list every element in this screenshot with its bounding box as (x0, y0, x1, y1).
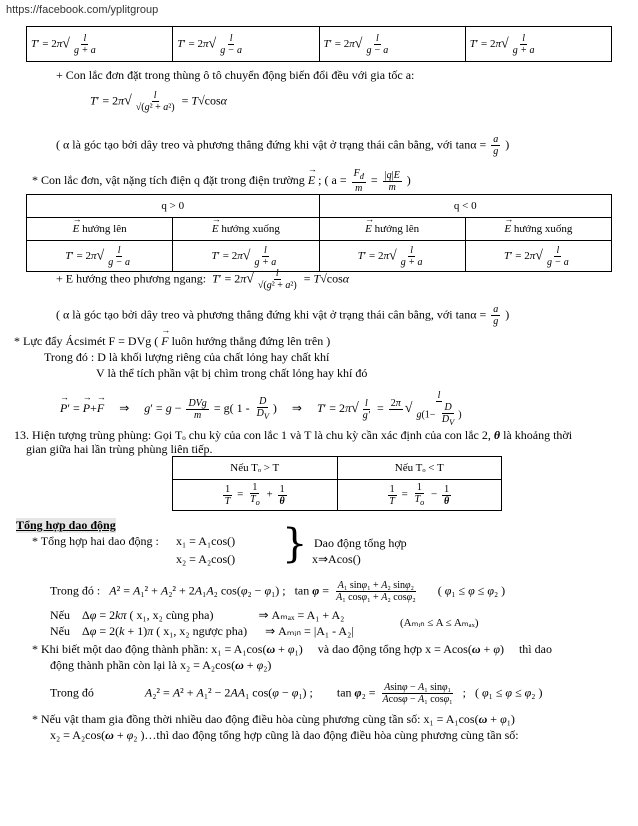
anti-phase-case: Nếu Δφ = 2(k + 1)π ( x₁, x₂ ngược pha) ⇒ Aₘᵢₙ = |A₁ - A₂| (50, 624, 354, 638)
remaining-formula: Trong đó A₂² = A² + A₁² − 2AA₁ cos(φ − φ₁) ; tan φ₂ = $\frac{\text{Asinφ − A₁ sinφ₁}}{\text{Acosφ − A₁ cosφ₁}}$ ; ( φ₁ ≤ φ ≤ φ₂ ) (50, 682, 543, 705)
case-to-greater: Nếu Tₒ > T (173, 457, 338, 480)
formula-car: T′ = 2π√ $\frac{l}{\text{√(g² + a²)}}$ = T√cosα (90, 90, 227, 113)
formula-archimedes: → P′ = → P+→ F ⇒ g′ = g − $\frac{\text{DVg}}{m}$ = g( 1 - $\frac{D}{D_V}$ ) ⇒ T′ = 2π√ $\frac{l}{g'}$ = 2π √ l g(1− $\frac{D}{D_V}$ ) (60, 390, 466, 428)
resultant-eq: x⇒Acos() (312, 552, 361, 566)
section-title: Tổng hợp dao động (16, 518, 116, 532)
source-url: https://facebook.com/yplitgroup (6, 4, 159, 16)
line-two-osc: * Tổng hợp hai dao động : (32, 534, 159, 548)
in-phase-case: Nếu Δφ = 2kπ ( x₁, x₂ cùng pha) ⇒ Aₘₐₓ = A₁ + A₂ (50, 608, 345, 622)
amplitude-range: (Aₘᵢₙ ≤ A ≤ Aₘₐₓ) (400, 617, 479, 629)
x1-def: x₁ = A₁cos() (176, 534, 236, 548)
q-positive-header: q > 0 (27, 195, 320, 218)
line-charge: * Con lắc đơn, vật nặng tích điện q đặt trong điện trường → E ; ( a = $\frac{F_đ}{m}$ = $\frac{|q|E}{m}$ ) (32, 168, 411, 194)
multiple-osc-2: x₂ = A₂cos(ω + φ₂ )…thì dao động tổng hợp cũng là dao động điều hòa cùng phương cùng tần số: (50, 728, 519, 742)
right-brace-icon: } (282, 521, 308, 567)
line-alpha-1: ( α là góc tạo bởi dây treo và phương thẳng đứng khi vật ở trạng thái cân bằng, với tanα = $\frac{a}{g}$ ) (56, 134, 510, 157)
charge-table: q > 0 q < 0 → E hướng lên → E hướng xuống → E hướng lên → E hướng xuống T′ = 2π√ $\frac{l}{g - a}$ T′ = 2π√ $\frac{l}{g + a}$ T′ = 2π√ $\frac{l}{g + a}$ T′ = 2π√ $\frac{l}{g - a}$ (26, 194, 612, 272)
line-horizontal-field: + E hướng theo phương ngang: T′ = 2π√ $\frac{l}{\text{√(g² + a²)}}$ = T√cosα (56, 268, 350, 291)
remaining-component: động thành phần còn lại là x₂ = A₂cos(ω + φ₂) (50, 658, 272, 672)
resultant-label: Dao động tổng hợp (314, 536, 407, 550)
line-coincidence-2: gian giữa hai lần trùng phùng liên tiếp. (26, 442, 213, 456)
q-negative-header: q < 0 (319, 195, 612, 218)
line-coincidence: 13. Hiện tượng trùng phùng: Gọi Tₒ chu kỳ của con lắc 1 và T là chu kỳ cần xác định của con lắc 2, θ là khoảng thời (14, 428, 573, 442)
line-archimedes: * Lực đẩy Ácsimét F = DVg ( → F luôn hướng thẳng đứng lên trên ) (14, 334, 330, 349)
known-component: * Khi biết một dao động thành phần: x₁ = A₁cos(ω + φ₁) và dao động tổng hợp x = Acos(ω + φ) thì dao (32, 642, 552, 656)
line-car: + Con lắc đơn đặt trong thùng ô tô chuyển động biến đổi đều với gia tốc a: (56, 68, 415, 82)
top-formula-table: T′ = 2π√ $\frac{l}{g + a}$ T′ = 2π√ $\frac{l}{g - a}$ T′ = 2π√ $\frac{l}{g - a}$ T′ = 2π√ $\frac{l}{g + a}$ (26, 26, 612, 62)
amplitude-formula: Trong đó : A² = A₁² + A₂² + 2A₁A₂ cos(φ₂ − φ₁) ; tan φ = $\frac{\text{A₁ sinφ₁ + A₂ sinφ₂}}{\text{A₁ cosφ₁ + A₂ cosφ₂}}$ ( φ₁ ≤ φ ≤ φ₂ ) (50, 580, 506, 603)
line-where-v: V là thể tích phần vật bị chìm trong chất lỏng hay khí đó (96, 366, 368, 380)
line-alpha-2: ( α là góc tạo bởi dây treo và phương thẳng đứng khi vật ở trạng thái cân bằng, với tanα = $\frac{a}{g}$ ) (56, 304, 510, 327)
multiple-osc: * Nếu vật tham gia đồng thời nhiều dao động điều hòa cùng phương cùng tần số: x₁ = A₁cos(ω + φ₁) (32, 712, 515, 726)
case-to-less: Nếu Tₒ < T (337, 457, 502, 480)
x2-def: x₂ = A₂cos() (176, 552, 236, 566)
coincidence-table: Nếu Tₒ > T Nếu Tₒ < T $\frac{1}{T}$ = $\frac{1}{T_o}$ + $\frac{1}{\theta}$ $\frac{1}{T}$ = $\frac{1}{T_o}$ − $\frac{1}{\theta}$ (172, 456, 502, 511)
line-where-d: Trong đó : D là khối lượng riêng của chất lỏng hay chất khí (44, 350, 330, 364)
